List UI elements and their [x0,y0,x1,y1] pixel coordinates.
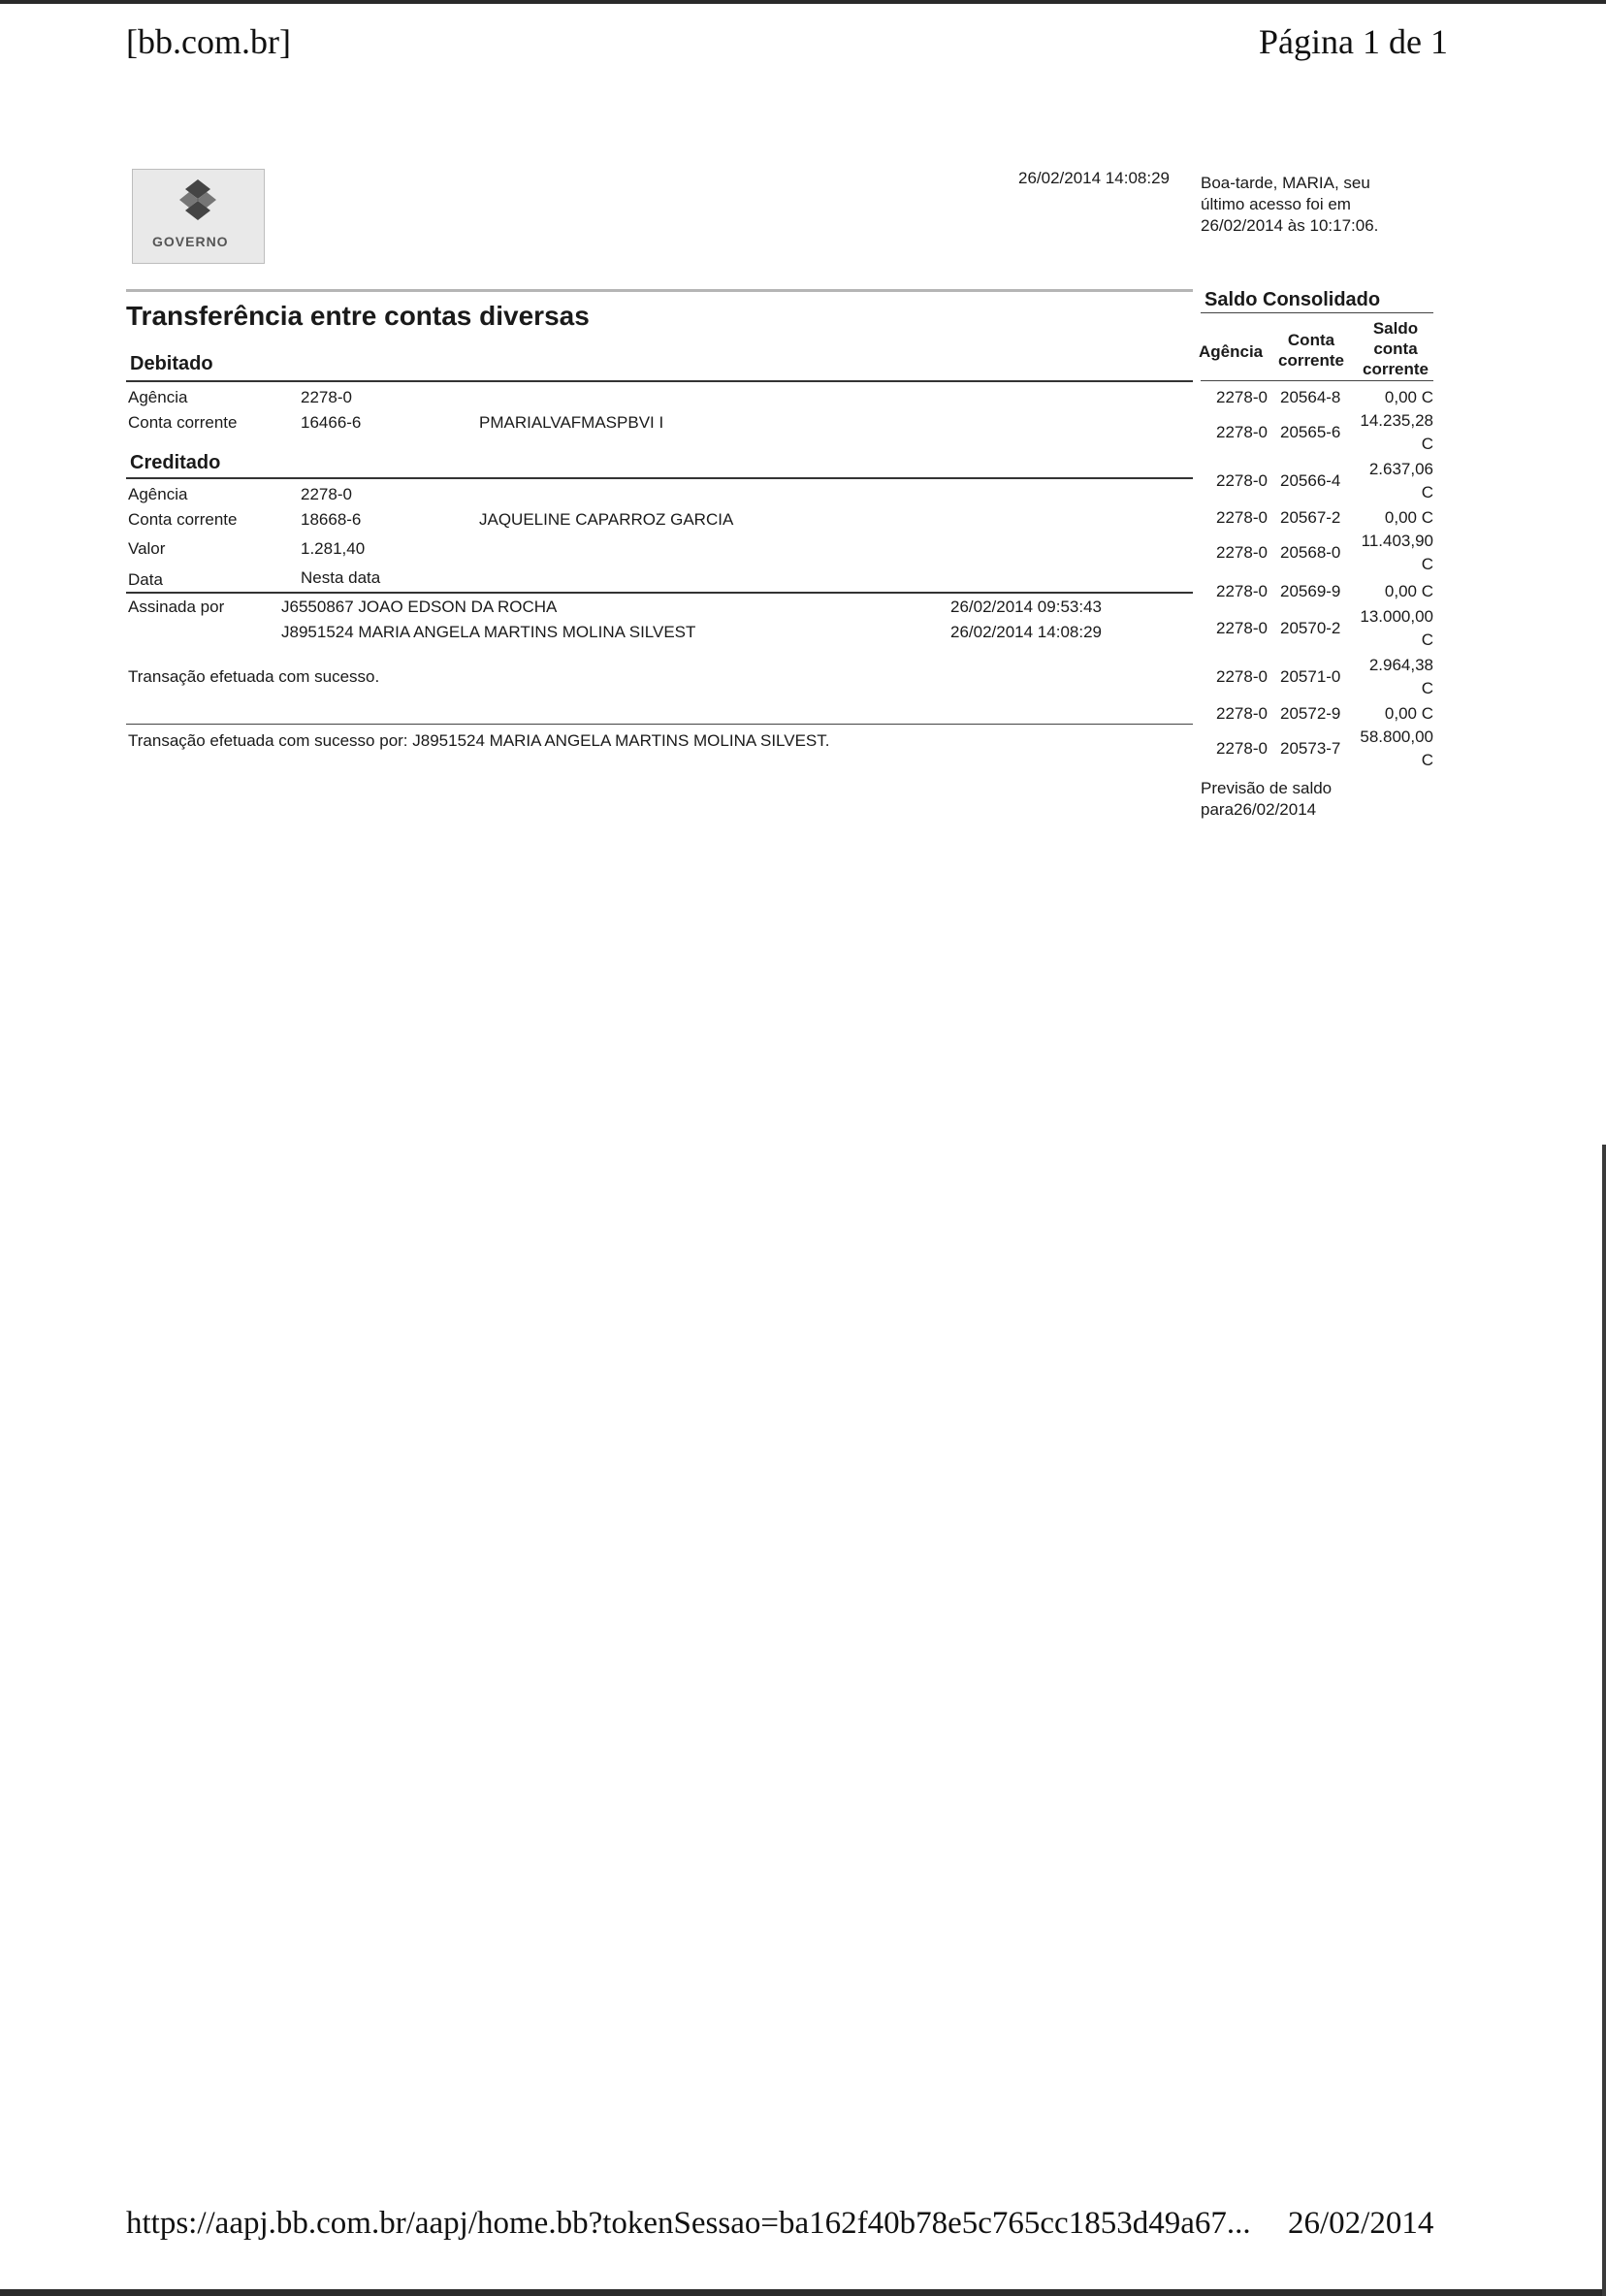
saldo-col-conta [1272,330,1350,371]
scan-edge-right [1602,1145,1606,2296]
debitado-heading: Debitado [130,353,213,374]
saldo-row-agencia: 2278-0 [1216,739,1268,758]
saldo-row-conta: 20571-0 [1280,667,1341,686]
saldo-row-suffix: C [1421,555,1433,573]
saldo-row-conta: 20564-8 [1280,388,1341,406]
greeting-line: último acesso foi em [1201,195,1351,213]
data-label: Data [128,570,163,589]
creditado-conta-label: Conta corrente [128,510,238,529]
debitado-rule [126,380,1193,382]
saldo-row-conta: 20567-2 [1280,508,1341,527]
logo[interactable] [132,169,265,264]
saldo-title: Saldo Consolidado [1204,289,1381,310]
debitado-titular: PMARIALVAFMASPBVI I [479,413,664,432]
greeting-line: 26/02/2014 às 10:17:06. [1201,216,1379,235]
saldo-row-valor: 2.964,38 [1368,656,1433,674]
saldo-col-conta-line: corrente [1277,351,1345,370]
creditado-heading: Creditado [130,452,221,473]
creditado-agencia-label: Agência [128,485,188,503]
print-footer-url: https://aapj.bb.com.br/aapj/home.bb?tokenSessao=ba162f40b78e5c765cc1853d49a67... [126,2206,1251,2241]
debitado-conta-label: Conta corrente [128,413,238,432]
saldo-row-valor: 0,00 C [1384,508,1433,527]
saldo-row-valor: 0,00 C [1384,704,1433,723]
saldo-row-agencia: 2278-0 [1216,704,1268,723]
saldo-row-suffix: C [1421,679,1433,697]
logo-text: GOVERNO [152,234,229,249]
saldo-row-agencia: 2278-0 [1216,667,1268,686]
signature-2-name: J8951524 MARIA ANGELA MARTINS MOLINA SILVEST [281,623,696,641]
saldo-row-suffix: C [1421,483,1433,501]
signature-2-time: 26/02/2014 14:08:29 [950,623,1102,641]
greeting [1201,173,1378,237]
previsao-line: para26/02/2014 [1201,800,1317,819]
debitado-agencia-label: Agência [128,388,188,406]
signature-1-time: 26/02/2014 09:53:43 [950,598,1102,616]
creditado-rule [126,477,1193,479]
saldo-row-agencia: 2278-0 [1216,582,1268,600]
saldo-row-agencia: 2278-0 [1216,388,1268,406]
previsao-line: Previsão de saldo [1201,779,1333,797]
creditado-titular: JAQUELINE CAPARROZ GARCIA [479,510,734,529]
saldo-row-agencia: 2278-0 [1216,508,1268,527]
saldo-row-conta: 20572-9 [1280,704,1341,723]
saldo-row-suffix: C [1421,631,1433,649]
saldo-row-conta: 20570-2 [1280,619,1341,637]
data-value: Nesta data [301,568,381,587]
saldo-col-saldo-line: Saldo [1372,319,1419,338]
print-header-page: Página 1 de 1 [1259,22,1448,61]
saldo-row-agencia: 2278-0 [1216,543,1268,562]
footer-status-message: Transação efetuada com sucesso por: J8951524 MARIA ANGELA MARTINS MOLINA SILVEST. [128,731,830,750]
saldo-row-conta: 20569-9 [1280,582,1341,600]
saldo-header-rule [1201,380,1433,381]
saldo-col-saldo-line: corrente [1362,360,1429,378]
greeting-line: Boa-tarde, MARIA, seu [1201,174,1370,192]
page-title: Transferência entre contas diversas [126,301,590,331]
print-header-site: [bb.com.br] [126,22,291,61]
session-timestamp: 26/02/2014 14:08:29 [1018,169,1170,187]
footer-status-rule [126,724,1193,725]
saldo-col-saldo [1358,318,1433,379]
saldo-row-valor: 0,00 C [1384,388,1433,406]
signature-1-name: J6550867 JOAO EDSON DA ROCHA [281,598,558,616]
saldo-row-conta: 20568-0 [1280,543,1341,562]
saldo-col-agencia: Agência [1199,342,1264,361]
saldo-row-valor: 0,00 C [1384,582,1433,600]
saldo-row-agencia: 2278-0 [1216,619,1268,637]
scan-edge-top [0,0,1606,4]
saldo-title-rule [1201,312,1433,313]
saldo-row-agencia: 2278-0 [1216,471,1268,490]
bb-logo-icon [176,178,220,222]
saldo-row-suffix: C [1421,751,1433,769]
saldo-row-valor: 13.000,00 [1360,607,1433,626]
header-divider [126,289,1193,292]
saldo-row-valor: 58.800,00 [1360,728,1433,746]
assinada-label: Assinada por [128,598,225,616]
saldo-col-conta-line: Conta [1287,331,1335,349]
saldo-row-conta: 20566-4 [1280,471,1341,490]
creditado-agencia-value: 2278-0 [301,485,352,503]
debitado-conta-value: 16466-6 [301,413,362,432]
saldo-row-agencia: 2278-0 [1216,423,1268,441]
print-footer-date: 26/02/2014 [1288,2206,1434,2241]
saldo-col-saldo-line: conta [1373,340,1418,358]
saldo-row-valor: 11.403,90 [1361,532,1433,550]
creditado-conta-value: 18668-6 [301,510,362,529]
saldo-row-conta: 20565-6 [1280,423,1341,441]
valor-label: Valor [128,539,166,558]
saldo-row-conta: 20573-7 [1280,739,1341,758]
saldo-row-valor: 14.235,28 [1360,411,1433,430]
debitado-agencia-value: 2278-0 [301,388,352,406]
scan-edge-bottom [0,2289,1606,2296]
saldo-row-valor: 2.637,06 [1368,460,1433,478]
previsao-saldo-link[interactable] [1201,778,1332,821]
status-message: Transação efetuada com sucesso. [128,667,380,686]
signature-rule [126,592,1193,594]
saldo-row-suffix: C [1421,435,1433,453]
valor-value: 1.281,40 [301,539,366,558]
